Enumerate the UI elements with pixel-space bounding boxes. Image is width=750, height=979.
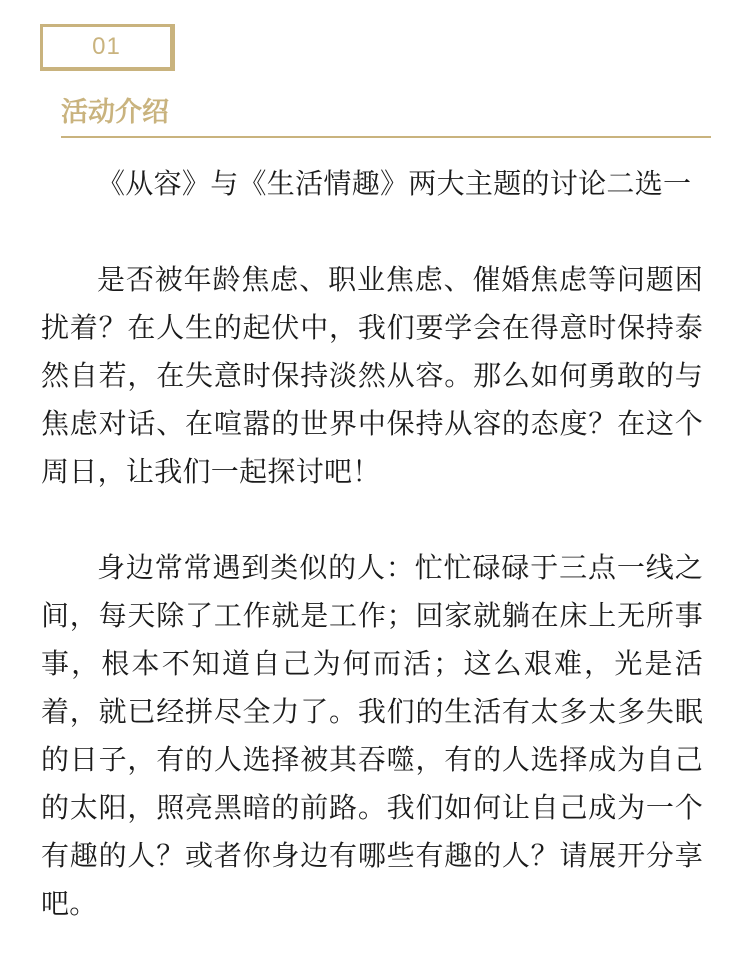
life-interest-paragraph: 身边常常遇到类似的人：忙忙碌碌于三点一线之间，每天除了工作就是工作；回家就躺在床上无所事事，根本不知道自己为何而活；这么艰难，光是活着，就已经拼尽全力了。我们的生活有太多太多失眠的日子，有的人选择被其吞噬，有的人选择成为自己的太阳，照亮黑暗的前路。我们如何让自己成为一个有趣的人？或者你身边有哪些有趣的人？请展开分享吧。 — [41, 551, 703, 920]
section-divider — [61, 136, 711, 138]
anxiety-paragraph: 是否被年龄焦虑、职业焦虑、催婚焦虑等问题困扰着？在人生的起伏中，我们要学会在得意时保持泰然自若，在失意时保持淡然从容。那么如何勇敢的与焦虑对话、在喧嚣的世界中保持从容的态度？在这个周日，让我们一起探讨吧！ — [41, 263, 703, 488]
section-number: 01 — [92, 33, 121, 60]
section-title: 活动介绍 — [61, 97, 169, 128]
article-body — [41, 160, 703, 928]
section-number-badge — [40, 24, 175, 71]
intro-paragraph: 《从容》与《生活情趣》两大主题的讨论二选一 — [97, 167, 692, 200]
